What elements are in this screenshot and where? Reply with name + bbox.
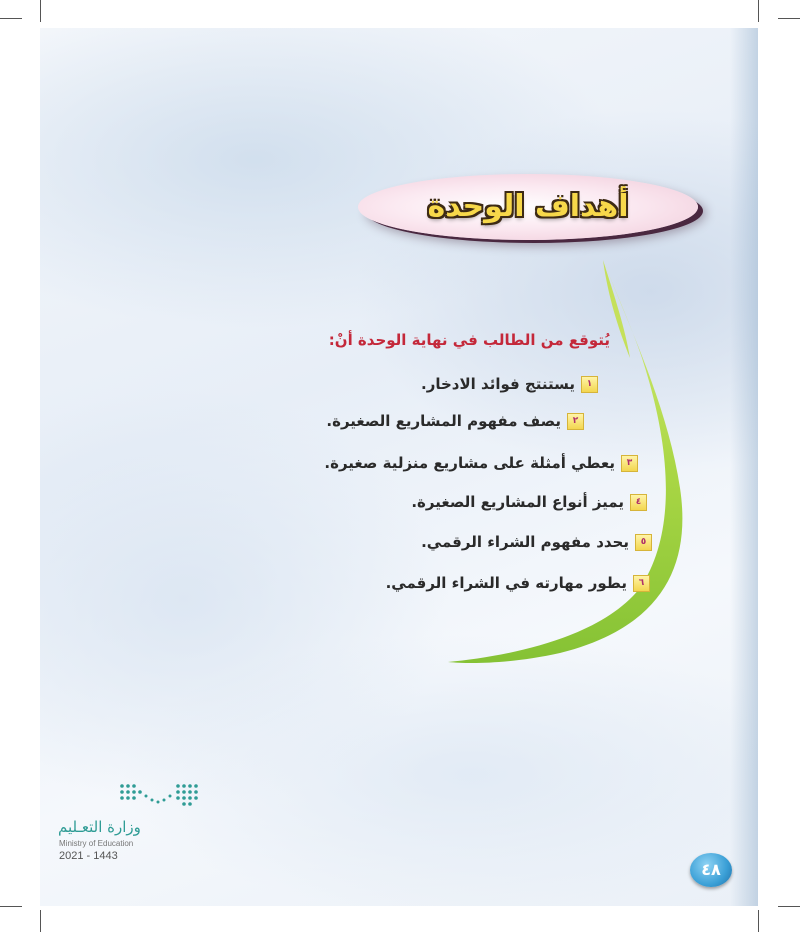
objective-text: يميز أنواع المشاريع الصغيرة. [411, 493, 624, 511]
objective-text: يطور مهارته في الشراء الرقمي. [385, 574, 627, 592]
objective-item [324, 454, 638, 472]
crop-mark [40, 0, 41, 22]
crop-mark [0, 906, 22, 907]
edition-year: 2021 - 1443 [59, 850, 118, 862]
crop-mark [758, 910, 759, 932]
objective-text: يعطي أمثلة على مشاريع منزلية صغيرة. [324, 454, 615, 472]
crop-mark [778, 906, 800, 907]
textbook-page [40, 28, 758, 906]
objective-item [386, 574, 650, 592]
objective-number: ٦ [633, 575, 650, 592]
objectives-intro: يُتوقع من الطالب في نهاية الوحدة أنْ: [328, 331, 610, 349]
page-number-badge: ٤٨ [690, 853, 732, 887]
crop-mark [758, 0, 759, 22]
crop-mark [0, 18, 22, 19]
ministry-name-arabic: وزارة التعـليم [58, 818, 141, 836]
crop-mark [40, 910, 41, 932]
objective-item [421, 375, 598, 393]
objective-text: يحدد مفهوم الشراء الرقمي. [421, 533, 629, 551]
crop-mark [778, 18, 800, 19]
objective-number: ١ [581, 376, 598, 393]
ministry-name-english: Ministry of Education [59, 839, 134, 848]
objective-text: يصف مفهوم المشاريع الصغيرة. [326, 412, 561, 430]
objective-number: ٢ [567, 413, 584, 430]
page-title: أهداف الوحدة [427, 189, 629, 224]
ministry-dots-icon [116, 780, 206, 812]
objective-text: يستنتج فوائد الادخار. [421, 375, 575, 393]
objective-item [326, 412, 584, 430]
objective-number: ٣ [621, 455, 638, 472]
objective-number: ٥ [635, 534, 652, 551]
objective-item [421, 533, 652, 551]
objective-number: ٤ [630, 494, 647, 511]
ministry-logo [56, 780, 196, 880]
objective-item [411, 493, 647, 511]
